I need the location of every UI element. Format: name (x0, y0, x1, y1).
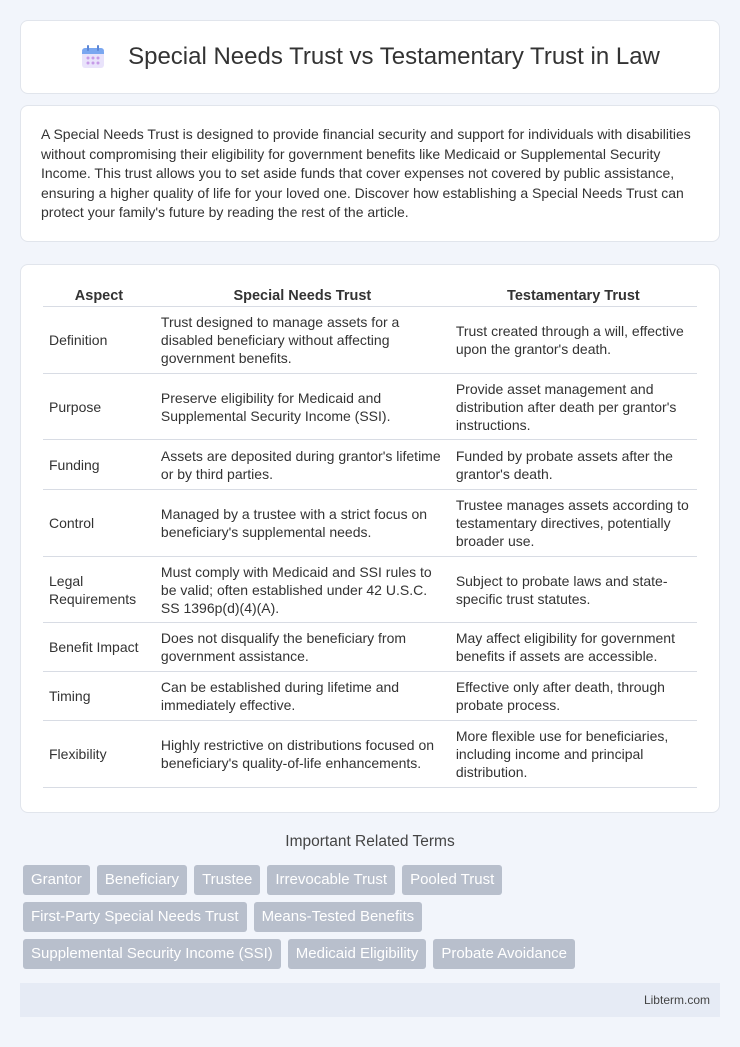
special-needs-cell: Preserve eligibility for Medicaid and Supplemental Security Income (SSI). (155, 374, 450, 440)
tag-grantor[interactable]: Grantor (23, 865, 90, 895)
table-row (43, 623, 697, 672)
table-row (43, 374, 697, 440)
aspect-cell: Purpose (43, 374, 155, 440)
table-row (43, 307, 697, 374)
comparison-table-card (20, 264, 720, 813)
aspect-cell: Funding (43, 440, 155, 490)
aspect-cell: Flexibility (43, 721, 155, 788)
tag-beneficiary[interactable]: Beneficiary (97, 865, 187, 895)
column-header-testamentary-trust: Testamentary Trust (450, 285, 697, 307)
table-header-row (43, 285, 697, 307)
related-terms-heading: Important Related Terms (285, 833, 455, 850)
special-needs-cell: Assets are deposited during grantor's lifetime or by third parties. (155, 440, 450, 490)
testamentary-cell: Effective only after death, through probate process. (450, 672, 697, 721)
tag-supplemental-security-income[interactable]: Supplemental Security Income (SSI) (23, 939, 281, 969)
testamentary-cell: Provide asset management and distribution after death per grantor's instructions. (450, 374, 697, 440)
special-needs-cell: Highly restrictive on distributions focused on beneficiary's quality-of-life enhancements. (155, 721, 450, 788)
title-card (20, 20, 720, 94)
aspect-cell: Timing (43, 672, 155, 721)
special-needs-cell: Trust designed to manage assets for a disabled beneficiary without affecting government benefits. (155, 307, 450, 374)
tag-row (23, 939, 723, 969)
comparison-table (43, 285, 697, 788)
testamentary-cell: Trust created through a will, effective upon the grantor's death. (450, 307, 697, 374)
calendar-icon (80, 44, 106, 70)
special-needs-cell: Does not disqualify the beneficiary from government assistance. (155, 623, 450, 672)
testamentary-cell: Subject to probate laws and state-specific trust statutes. (450, 557, 697, 623)
page-title-text: Special Needs Trust vs Testamentary Trust in Law (128, 43, 660, 70)
special-needs-cell: Can be established during lifetime and immediately effective. (155, 672, 450, 721)
table-row (43, 721, 697, 788)
aspect-cell: Definition (43, 307, 155, 374)
tag-first-party-special-needs-trust[interactable]: First-Party Special Needs Trust (23, 902, 247, 932)
column-header-special-needs-trust: Special Needs Trust (155, 285, 450, 307)
aspect-cell: Legal Requirements (43, 557, 155, 623)
tag-medicaid-eligibility[interactable]: Medicaid Eligibility (288, 939, 427, 969)
page-title (80, 43, 660, 71)
tag-pooled-trust[interactable]: Pooled Trust (402, 865, 502, 895)
testamentary-cell: More flexible use for beneficiaries, including income and principal distribution. (450, 721, 697, 788)
table-row (43, 490, 697, 557)
tag-row (23, 865, 723, 895)
table-row (43, 672, 697, 721)
intro-paragraph: A Special Needs Trust is designed to provide financial security and support for individuals with disabilities without compromising their eligibility for government benefits like Medicaid or Supplemental Security Income. This trust allows you to set aside funds that cover expenses not covered by public assistance, ensuring a higher quality of life for your loved one. Discover how establishing a Special Needs Trust can protect your family's future by reading the rest of the article. (41, 126, 691, 220)
testamentary-cell: Funded by probate assets after the grantor's death. (450, 440, 697, 490)
column-header-aspect: Aspect (43, 285, 155, 307)
tag-means-tested-benefits[interactable]: Means-Tested Benefits (254, 902, 423, 932)
tag-trustee[interactable]: Trustee (194, 865, 260, 895)
tag-irrevocable-trust[interactable]: Irrevocable Trust (267, 865, 395, 895)
tag-probate-avoidance[interactable]: Probate Avoidance (433, 939, 575, 969)
tag-row (23, 902, 723, 932)
aspect-cell: Control (43, 490, 155, 557)
special-needs-cell: Must comply with Medicaid and SSI rules to be valid; often established under 42 U.S.C. SS 1396p(d)(4)(A). (155, 557, 450, 623)
aspect-cell: Benefit Impact (43, 623, 155, 672)
table-row (43, 440, 697, 490)
footer-site-link[interactable]: Libterm.com (643, 993, 710, 1007)
related-terms-tags (23, 865, 723, 976)
footer (20, 983, 720, 1017)
intro-card (20, 105, 720, 242)
testamentary-cell: May affect eligibility for government benefits if assets are accessible. (450, 623, 697, 672)
testamentary-cell: Trustee manages assets according to testamentary directives, potentially broader use. (450, 490, 697, 557)
special-needs-cell: Managed by a trustee with a strict focus on beneficiary's supplemental needs. (155, 490, 450, 557)
table-row (43, 557, 697, 623)
